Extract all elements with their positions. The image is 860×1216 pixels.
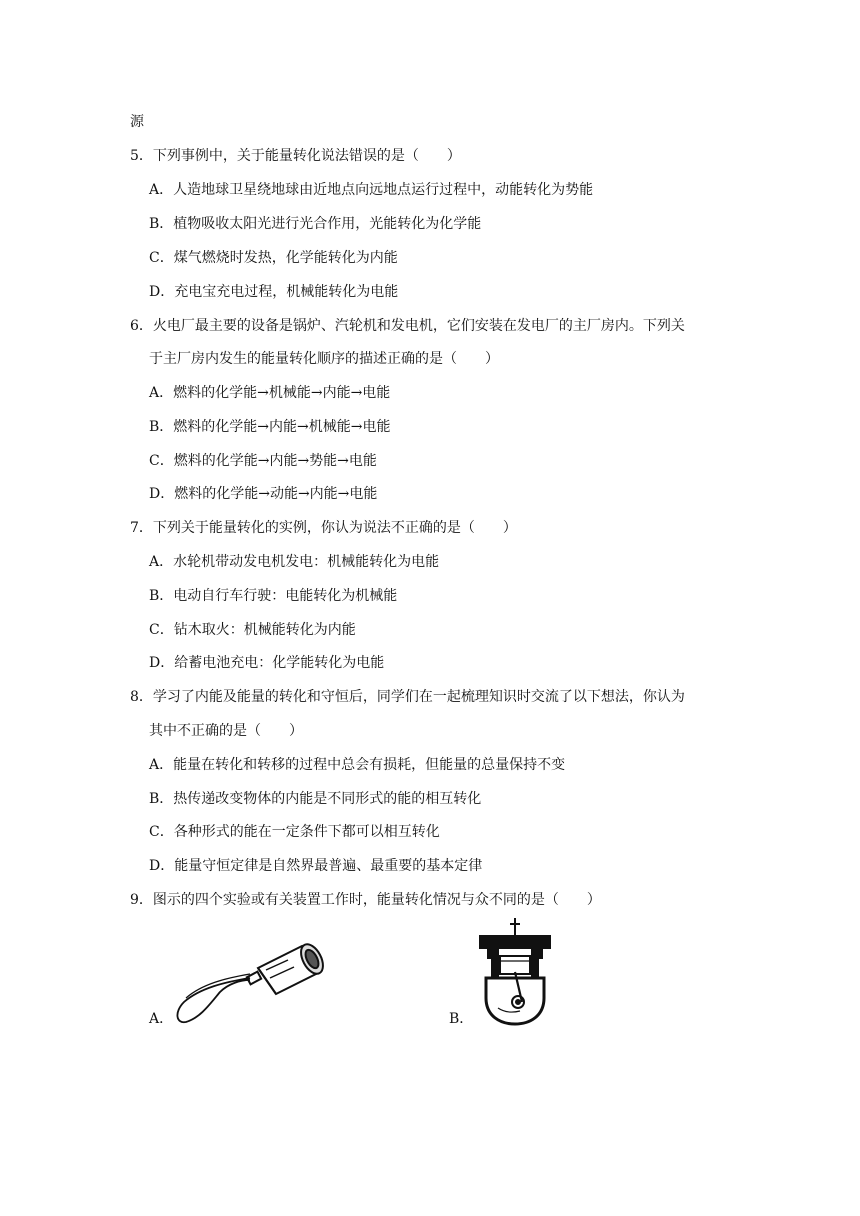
q7-option-c: C．钻木取火：机械能转化为内能 bbox=[149, 622, 356, 638]
q7-stem: 7．下列关于能量转化的实例，你认为说法不正确的是（ ） bbox=[130, 520, 517, 536]
q8-option-c: C．各种形式的能在一定条件下都可以相互转化 bbox=[149, 824, 440, 840]
q8-stem: 8．学习了内能及能量的转化和守恒后，同学们在一起梳理知识时交流了以下想法，你认为 bbox=[130, 689, 685, 705]
top-fragment: 源 bbox=[130, 114, 144, 130]
q8-option-a: A．能量在转化和转移的过程中总会有损耗，但能量的总量保持不变 bbox=[149, 757, 566, 773]
q6-stem-continued: 于主厂房内发生的能量转化顺序的描述正确的是（ ） bbox=[149, 351, 499, 367]
q6-option-d: D．燃料的化学能→动能→内能→电能 bbox=[149, 486, 378, 502]
q7-option-b: B．电动自行车行驶：电能转化为机械能 bbox=[149, 588, 398, 604]
q5-option-c: C．煤气燃烧时发热，化学能转化为内能 bbox=[149, 250, 398, 266]
q7-option-d: D．给蓄电池充电：化学能转化为电能 bbox=[149, 655, 385, 671]
q6-option-a: A．燃料的化学能→机械能→内能→电能 bbox=[149, 385, 391, 401]
q5-stem: 5．下列事例中，关于能量转化说法错误的是（ ） bbox=[130, 148, 461, 164]
q8-option-d: D．能量守恒定律是自然界最普遍、最重要的基本定律 bbox=[149, 858, 483, 874]
q8-stem-continued: 其中不正确的是（ ） bbox=[149, 723, 303, 739]
q9-figure-a-label: A． bbox=[149, 1011, 174, 1027]
q6-option-c: C．燃料的化学能→内能→势能→电能 bbox=[149, 453, 377, 469]
engine-cylinder-icon bbox=[472, 916, 562, 1030]
q9-figure-b-label: B． bbox=[449, 1011, 474, 1027]
q5-option-a: A．人造地球卫星绕地球由近地点向远地点运行过程中，动能转化为势能 bbox=[149, 182, 594, 198]
q8-option-b: B．热传递改变物体的内能是不同形式的能的相互转化 bbox=[149, 791, 482, 807]
q9-stem: 9．图示的四个实验或有关装置工作时，能量转化情况与众不同的是（ ） bbox=[130, 892, 601, 908]
q5-option-b: B．植物吸收太阳光进行光合作用，光能转化为化学能 bbox=[149, 216, 482, 232]
q5-option-d: D．充电宝充电过程，机械能转化为电能 bbox=[149, 284, 399, 300]
q6-option-b: B．燃料的化学能→内能→机械能→电能 bbox=[149, 419, 391, 435]
q7-option-a: A．水轮机带动发电机发电：机械能转化为电能 bbox=[149, 554, 440, 570]
q6-stem: 6．火电厂最主要的设备是锅炉、汽轮机和发电机，它们安装在发电厂的主厂房内。下列关 bbox=[130, 318, 685, 334]
flashlight-with-strap-icon bbox=[170, 930, 340, 1034]
